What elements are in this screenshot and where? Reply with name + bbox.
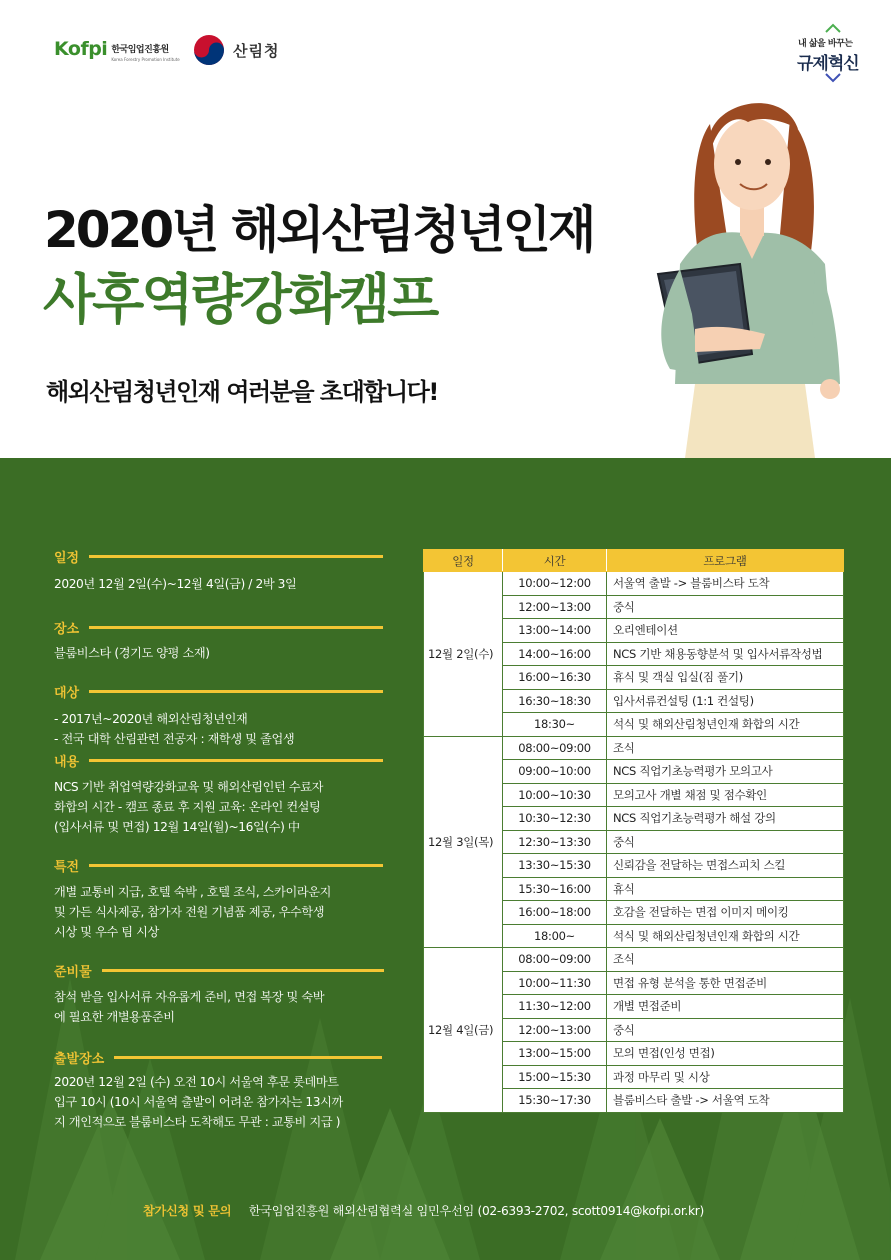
program-cell: 과정 마무리 및 시상 <box>607 1065 844 1089</box>
divider <box>89 690 383 693</box>
program-cell: 모의 면접(인성 면접) <box>607 1042 844 1066</box>
section-line: - 전국 대학 산림관련 전공자 : 재학생 및 졸업생 <box>54 732 295 746</box>
divider <box>89 759 383 762</box>
section-title: 장소 <box>54 622 80 637</box>
section-line: 블룸비스타 (경기도 양평 소재) <box>54 646 210 660</box>
schedule-table-body <box>424 572 844 1113</box>
time-cell: 12:00~13:00 <box>503 595 607 619</box>
time-cell: 10:00~12:00 <box>503 572 607 596</box>
section-line: (입사서류 및 면접) 12월 14일(월)~16일(수) 中 <box>54 820 300 834</box>
day-cell: 12월 4일(금) <box>424 948 503 1113</box>
section-line: - 2017년~2020년 해외산림청년인재 <box>54 712 248 726</box>
program-cell: 휴식 <box>607 877 844 901</box>
time-cell: 11:30~12:00 <box>503 995 607 1019</box>
section-title: 대상 <box>54 686 80 701</box>
kofpi-logo <box>54 38 180 62</box>
poster-title-line2: 사후역량강화캠프 <box>43 268 437 331</box>
program-cell: NCS 직업기초능력평가 모의고사 <box>607 760 844 784</box>
program-cell: 조식 <box>607 736 844 760</box>
table-row <box>424 948 844 972</box>
section-line: 에 필요한 개별용품준비 <box>54 1010 175 1024</box>
divider <box>89 555 383 558</box>
section-line: 2020년 12월 2일 (수) 오전 10시 서울역 후문 롯데마트 <box>54 1075 339 1089</box>
program-cell: 입사서류컨설팅 (1:1 컨설팅) <box>607 689 844 713</box>
divider <box>102 969 384 972</box>
section-line: 개별 교통비 지급, 호텔 숙박 , 호텔 조식, 스카이라운지 <box>54 885 332 899</box>
time-cell: 15:30~16:00 <box>503 877 607 901</box>
badge-title: 규제혁신 <box>797 54 859 74</box>
day-cell: 12월 2일(수) <box>424 572 503 737</box>
kofpi-logo-text: Kofpi <box>54 38 108 60</box>
kofpi-name: 한국임업진흥원 <box>111 45 169 55</box>
time-cell: 13:00~15:00 <box>503 1042 607 1066</box>
program-cell: 석식 및 해외산림청년인재 화합의 시간 <box>607 713 844 737</box>
program-cell: 중식 <box>607 830 844 854</box>
time-cell: 10:00~11:30 <box>503 971 607 995</box>
program-cell: 조식 <box>607 948 844 972</box>
column-header-day: 일정 <box>424 550 503 572</box>
program-cell: 중식 <box>607 595 844 619</box>
poster-header <box>0 0 891 458</box>
program-cell: 개별 면접준비 <box>607 995 844 1019</box>
woman-with-tablet-illustration <box>640 84 850 458</box>
time-cell: 09:00~10:00 <box>503 760 607 784</box>
time-cell: 08:00~09:00 <box>503 736 607 760</box>
contact-text: 한국임업진흥원 해외산림협력실 임민우선임 (02-6393-2702, scott0914@kofpi.or.kr) <box>248 1204 704 1218</box>
section-title: 출발장소 <box>54 1052 105 1067</box>
section-title: 내용 <box>54 755 80 770</box>
program-cell: NCS 기반 채용동향분석 및 입사서류작성법 <box>607 642 844 666</box>
table-header-row <box>424 550 844 572</box>
time-cell: 12:30~13:30 <box>503 830 607 854</box>
program-cell: 석식 및 해외산림청년인재 화합의 시간 <box>607 924 844 948</box>
time-cell: 16:00~16:30 <box>503 666 607 690</box>
time-cell: 12:00~13:00 <box>503 1018 607 1042</box>
section-line: 및 가든 식사제공, 참가자 전원 기념품 제공, 우수학생 <box>54 905 325 919</box>
time-cell: 13:00~14:00 <box>503 619 607 643</box>
table-row <box>424 736 844 760</box>
forest-service-name: 산림청 <box>233 41 280 60</box>
poster-title-line1: 2020년 해외산림청년인재 <box>44 201 594 259</box>
divider <box>89 626 383 629</box>
schedule-table <box>423 549 844 1113</box>
program-cell: 신뢰감을 전달하는 면접스피치 스킬 <box>607 854 844 878</box>
program-cell: 중식 <box>607 1018 844 1042</box>
time-cell: 15:30~17:30 <box>503 1089 607 1113</box>
section-title: 준비물 <box>54 965 92 980</box>
program-cell: 서울역 출발 -> 블룸비스타 도착 <box>607 572 844 596</box>
section-line: 화합의 시간 - 캠프 종료 후 지원 교육: 온라인 컨설팅 <box>54 800 321 814</box>
section-title: 특전 <box>54 860 80 875</box>
program-cell: 오리엔테이션 <box>607 619 844 643</box>
badge-subtitle: 내 삶을 바꾸는 <box>798 39 853 49</box>
section-line: NCS 기반 취업역량강화교육 및 해외산림인턴 수료자 <box>54 780 323 794</box>
time-cell: 14:00~16:00 <box>503 642 607 666</box>
section-line: 2020년 12월 2일(수)~12월 4일(금) / 2박 3일 <box>54 577 297 591</box>
taegeuk-icon <box>193 34 225 66</box>
time-cell: 18:00~ <box>503 924 607 948</box>
time-cell: 18:30~ <box>503 713 607 737</box>
section-line: 지 개인적으로 블룸비스타 도착해도 무관 : 교통비 지급 ) <box>54 1115 341 1129</box>
column-header-program: 프로그램 <box>607 550 844 572</box>
kofpi-english-name: Korea Forestry Promotion Institute <box>111 57 180 62</box>
section-line: 시상 및 우수 팀 시상 <box>54 925 159 939</box>
time-cell: 16:30~18:30 <box>503 689 607 713</box>
program-cell: 호감을 전달하는 면접 이미지 메이킹 <box>607 901 844 925</box>
program-cell: 모의고사 개별 채점 및 점수확인 <box>607 783 844 807</box>
time-cell: 16:00~18:00 <box>503 901 607 925</box>
time-cell: 15:00~15:30 <box>503 1065 607 1089</box>
program-cell: 휴식 및 객실 입실(짐 풀기) <box>607 666 844 690</box>
time-cell: 10:00~10:30 <box>503 783 607 807</box>
contact-footer <box>143 1202 704 1219</box>
program-cell: 블룸비스타 출발 -> 서울역 도착 <box>607 1089 844 1113</box>
forest-service-logo <box>193 34 279 66</box>
program-cell: 면접 유형 분석을 통한 면접준비 <box>607 971 844 995</box>
program-cell: NCS 직업기초능력평가 해설 강의 <box>607 807 844 831</box>
column-header-time: 시간 <box>503 550 607 572</box>
section-line: 입구 10시 (10시 서울역 출발이 어려운 참가자는 13시까 <box>54 1095 343 1109</box>
time-cell: 10:30~12:30 <box>503 807 607 831</box>
time-cell: 08:00~09:00 <box>503 948 607 972</box>
section-line: 참석 받을 입사서류 자유롭게 준비, 면접 복장 및 숙박 <box>54 990 325 1004</box>
divider <box>89 864 383 867</box>
section-title: 일정 <box>54 551 80 566</box>
divider <box>114 1056 382 1059</box>
day-cell: 12월 3일(목) <box>424 736 503 948</box>
invitation-text: 해외산림청년인재 여러분을 초대합니다! <box>46 378 438 406</box>
table-row <box>424 572 844 596</box>
time-cell: 13:30~15:30 <box>503 854 607 878</box>
regulation-innovation-badge <box>793 22 873 84</box>
contact-label: 참가신청 및 문의 <box>143 1204 232 1218</box>
